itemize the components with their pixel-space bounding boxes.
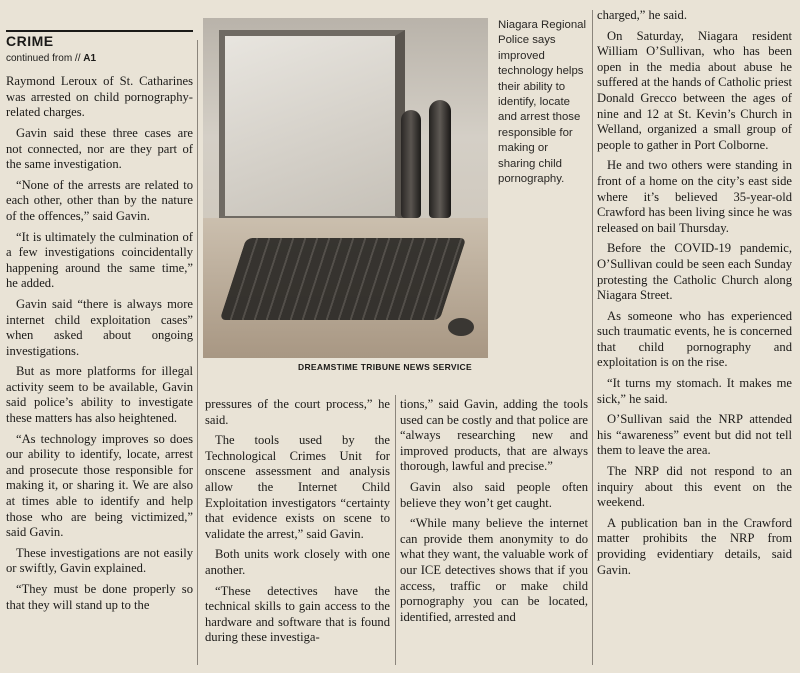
paragraph: pressures of the court process,” he said. — [205, 397, 390, 427]
paragraph: As someone who has experienced such traumatic events, he is concerned that child pornography and exploitation is on the rise. — [597, 308, 792, 370]
paragraph: “As technology improves so does our ability to identify, locate, arrest and prosecute those responsible for making it, or sharing it. We are also at times able to identify and help those who are being victimized,” said Gavin. — [6, 431, 193, 540]
paragraph: charged,” he said. — [597, 8, 687, 22]
paragraph: On Saturday, Niagara resident William O’Sullivan, who has been open in the media about abuse he suffered at the hands of Catholic priest Donald Grecco between the ages of nine and 12 at St. Kevin’s Church in Welland, organized a small group of people to gather in Port Colborne. — [597, 28, 792, 152]
paragraph: Gavin said “there is always more internet child exploitation cases” when asked about ongoing investigations. — [6, 296, 193, 358]
continued-page: A1 — [83, 52, 97, 64]
section-heading: CRIME — [6, 33, 54, 49]
paragraph: Gavin also said people often believe they won’t get caught. — [400, 479, 588, 510]
continued-from — [6, 51, 193, 67]
speaker-shape — [401, 110, 421, 218]
paragraph: Raymond Leroux of St. Catharines was arrested on child pornography-related charges. — [6, 74, 193, 120]
paragraph: “It is ultimately the culmination of a few investigations coincidentally happening around the same time,” he added. — [6, 229, 193, 291]
col1-paragraphs — [6, 74, 193, 613]
column-3 — [400, 397, 588, 630]
paragraph: “They must be done properly so that they will stand up to the — [6, 582, 193, 612]
paragraph: “While many believe the internet can provide them anonymity to do what they want, the valuable work of our ICE detectives shows that if you access, traffic or make child pornography you can be located, identified, arrested and — [400, 516, 588, 624]
section-rule — [6, 30, 193, 32]
column-divider — [197, 40, 198, 665]
column-divider — [395, 395, 396, 665]
paragraph: “None of the arrests are related to each other, other than by the nature of the offences,” said Gavin. — [6, 177, 193, 223]
speaker-shape — [429, 100, 451, 218]
photo-caption: Niagara Regional Police says improved technology helps their ability to identify, locate and arrest those responsible for making or sharing child pornography. — [498, 19, 587, 186]
paragraph: Gavin said these three cases are not connected, nor are they part of the same investigation. — [6, 125, 193, 172]
column-4 — [597, 8, 792, 583]
monitor-shape — [219, 30, 405, 222]
paragraph: tions,” said Gavin, adding the tools used can be costly and that police are “always researching new and improved products, that are always thorough, lawful and precise.” — [400, 397, 588, 474]
paragraph: These investigations are not easily or swiftly, Gavin explained. — [6, 545, 193, 576]
photo-computer-keyboard — [203, 18, 488, 358]
paragraph: The NRP did not respond to an inquiry about this event on the weekend. — [597, 464, 792, 510]
paragraph: But as more platforms for illegal activity seem to be available, Gavin said police’s ability to investigate these matters has also heightened. — [6, 364, 193, 426]
paragraph: A publication ban in the Crawford matter prohibits the NRP from providing evidentiary details, said Gavin. — [597, 515, 792, 577]
column-2 — [205, 397, 390, 651]
paragraph: He and two others were standing in front of a home on the city’s east side where it’s believed 35-year-old Crawford has been living since he was released on bail Thursday. — [597, 158, 792, 235]
paragraph: O’Sullivan said the NRP attended his “awareness” event but did not tell them to leave the area. — [597, 412, 792, 458]
paragraph: “These detectives have the technical skills to gain access to the hardware and software that is found during these investiga- — [205, 583, 390, 645]
column-divider — [592, 10, 593, 665]
paragraph: Both units work closely with one another. — [205, 547, 390, 577]
paragraph: “It turns my stomach. It makes me sick,” he said. — [597, 376, 792, 406]
mouse-shape — [448, 318, 474, 336]
keyboard-shape — [220, 238, 467, 320]
paragraph: Before the COVID-19 pandemic, O’Sullivan could be seen each Sunday protesting the Catholic Church along Niagara Street. — [597, 241, 792, 303]
continued-prefix: continued from // — [6, 52, 81, 64]
column-1 — [6, 34, 193, 618]
photo-credit: DREAMSTIME TRIBUNE NEWS SERVICE — [298, 362, 472, 372]
paragraph: The tools used by the Technological Crimes Unit for onscene assessment and analysis allow the Internet Child Exploitation investigators “certainty that evidence exists on scene to validate the arrest,” said Gavin. — [205, 433, 390, 541]
